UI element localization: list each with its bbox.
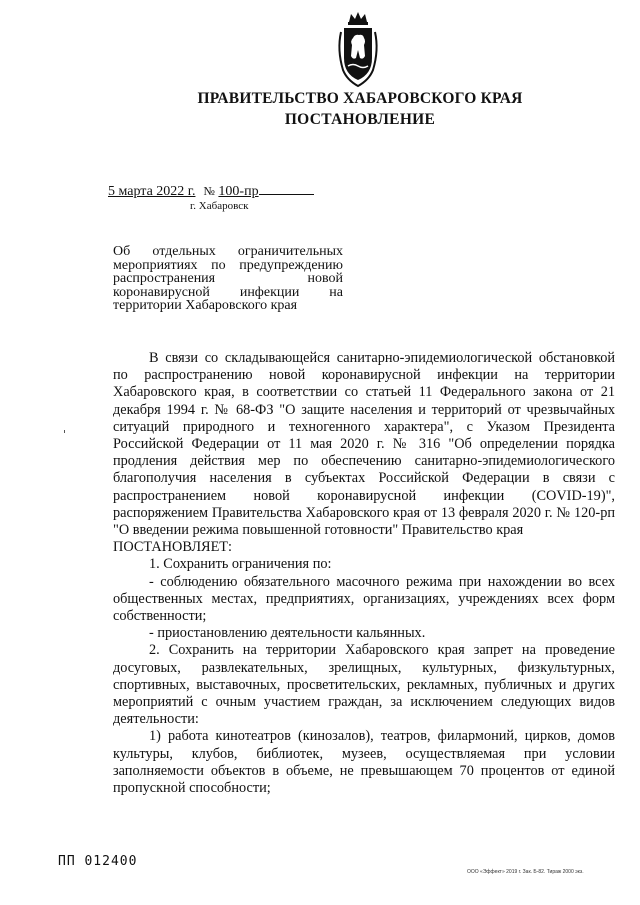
document-subject: Об отдельных ограничительных мероприятиях по предупреждению распространения новой коронавирусной инфекции на территории Хабаровского края [113, 244, 343, 313]
form-serial-number: ПП 012400 [58, 854, 138, 869]
item-1: 1. Сохранить ограничения по: [149, 556, 332, 573]
document-number: 100-пр [218, 184, 259, 199]
item-1-hookah: - приостановлению деятельности кальянных. [149, 625, 426, 642]
document-date: 5 марта 2022 г. [108, 184, 196, 199]
number-sign: № [203, 184, 215, 198]
printer-imprint: ООО «Эффект» 2019 г. Зак. Б-82. Тираж 2000 экз. [467, 869, 584, 875]
number-underline [259, 182, 314, 195]
government-title: ПРАВИТЕЛЬСТВО ХАБАРОВСКОГО КРАЯ [197, 90, 523, 107]
item-1-mask-regime: - соблюдению обязательного масочного режима при нахождении во всех общественных местах, предприятиях, организациях, учреждениях всех форм собственности; [113, 573, 615, 625]
scan-speck [64, 430, 65, 433]
document-city: г. Хабаровск [190, 200, 249, 212]
decree-heading: ПОСТАНОВЛЯЕТ: [113, 539, 233, 556]
item-2: 2. Сохранить на территории Хабаровского края запрет на проведение досуговых, развлекательных, зрелищных, культурных, физкультурных, спортивных, выставочных, просветительских, рекламных, публичных и других мероприятий с очным участием граждан, за исключением следующих видов деятельности: [113, 642, 615, 728]
khabarovsk-coat-of-arms-emblem [333, 10, 383, 90]
item-2-subitem-1: 1) работа кинотеатров (кинозалов), театров, филармоний, цирков, домов культуры, клубов, библиотек, музеев, осуществляемая при условии заполняемости объектов в объеме, не превышающем 70 процентов от единой пропускной способности; [113, 728, 615, 797]
preamble-paragraph: В связи со складывающейся санитарно-эпидемиологической обстановкой по распространению новой коронавирусной инфекции на территории Хабаровского края, в соответствии со статьей 11 Федерального закона от 21 декабря 1994 г. № 68-ФЗ "О защите населения и территорий от чрезвычайных ситуаций природного и техногенного характера", с Указом Президента Российской Федерации от 11 мая 2020 г. № 316 "Об определении порядка продления действия мер по обеспечению санитарно-эпидемиологического благополучия населения в субъектах Российской Федерации в связи с распространением новой коронавирусной инфекции (COVID-19)", распоряжением Правительства Хабаровского края от 13 февраля 2020 г. № 120-рп "О введении режима повышенной готовности" Правительство края [113, 350, 615, 539]
document-body [113, 350, 615, 797]
document-type-title: ПОСТАНОВЛЕНИЕ [284, 111, 436, 128]
date-number-line [108, 182, 314, 200]
